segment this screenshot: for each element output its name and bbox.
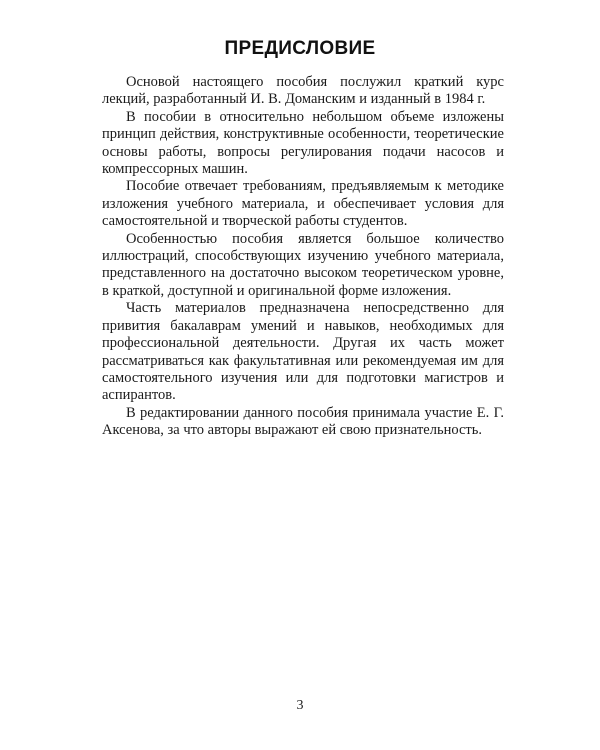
paragraph-6: В редактировании данного пособия принимала участие Е. Г. Аксенова, за что авторы выражают ей свою признательность. — [102, 404, 504, 439]
page-number: 3 — [296, 698, 304, 713]
paragraph-1: Основой настоящего пособия послужил краткий курс лекций, разработанный И. В. Доманским и изданный в 1984 г. — [102, 74, 504, 108]
page-title: ПРЕДИСЛОВИЕ — [224, 38, 376, 59]
preface-body — [102, 74, 504, 440]
paragraph-5: Часть материалов предназначена непосредственно для привития бакалаврам умений и навыков, необходимых для профессиональной деятельности. Другая их часть может рассматриваться как факультативная или рекомендуемая им для самостоятельного изучения или для подготовки магистров и аспирантов. — [102, 300, 504, 404]
paragraph-3: Пособие отвечает требованиям, предъявляемым к методике изложения учебного материала, и обеспечивает условия для самостоятельной и творческой работы студентов. — [102, 178, 504, 230]
paragraph-4: Особенностью пособия является большое количество иллюстраций, способствующих изучению учебного материала, представленного на достаточно высоком теоретическом уровне, в краткой, доступной и оригинальной форме изложения. — [102, 230, 504, 299]
paragraph-2: В пособии в относительно небольшом объеме изложены принцип действия, конструктивные особенности, теоретические основы работы, вопросы регулирования подачи насосов и компрессорных машин. — [102, 108, 504, 178]
